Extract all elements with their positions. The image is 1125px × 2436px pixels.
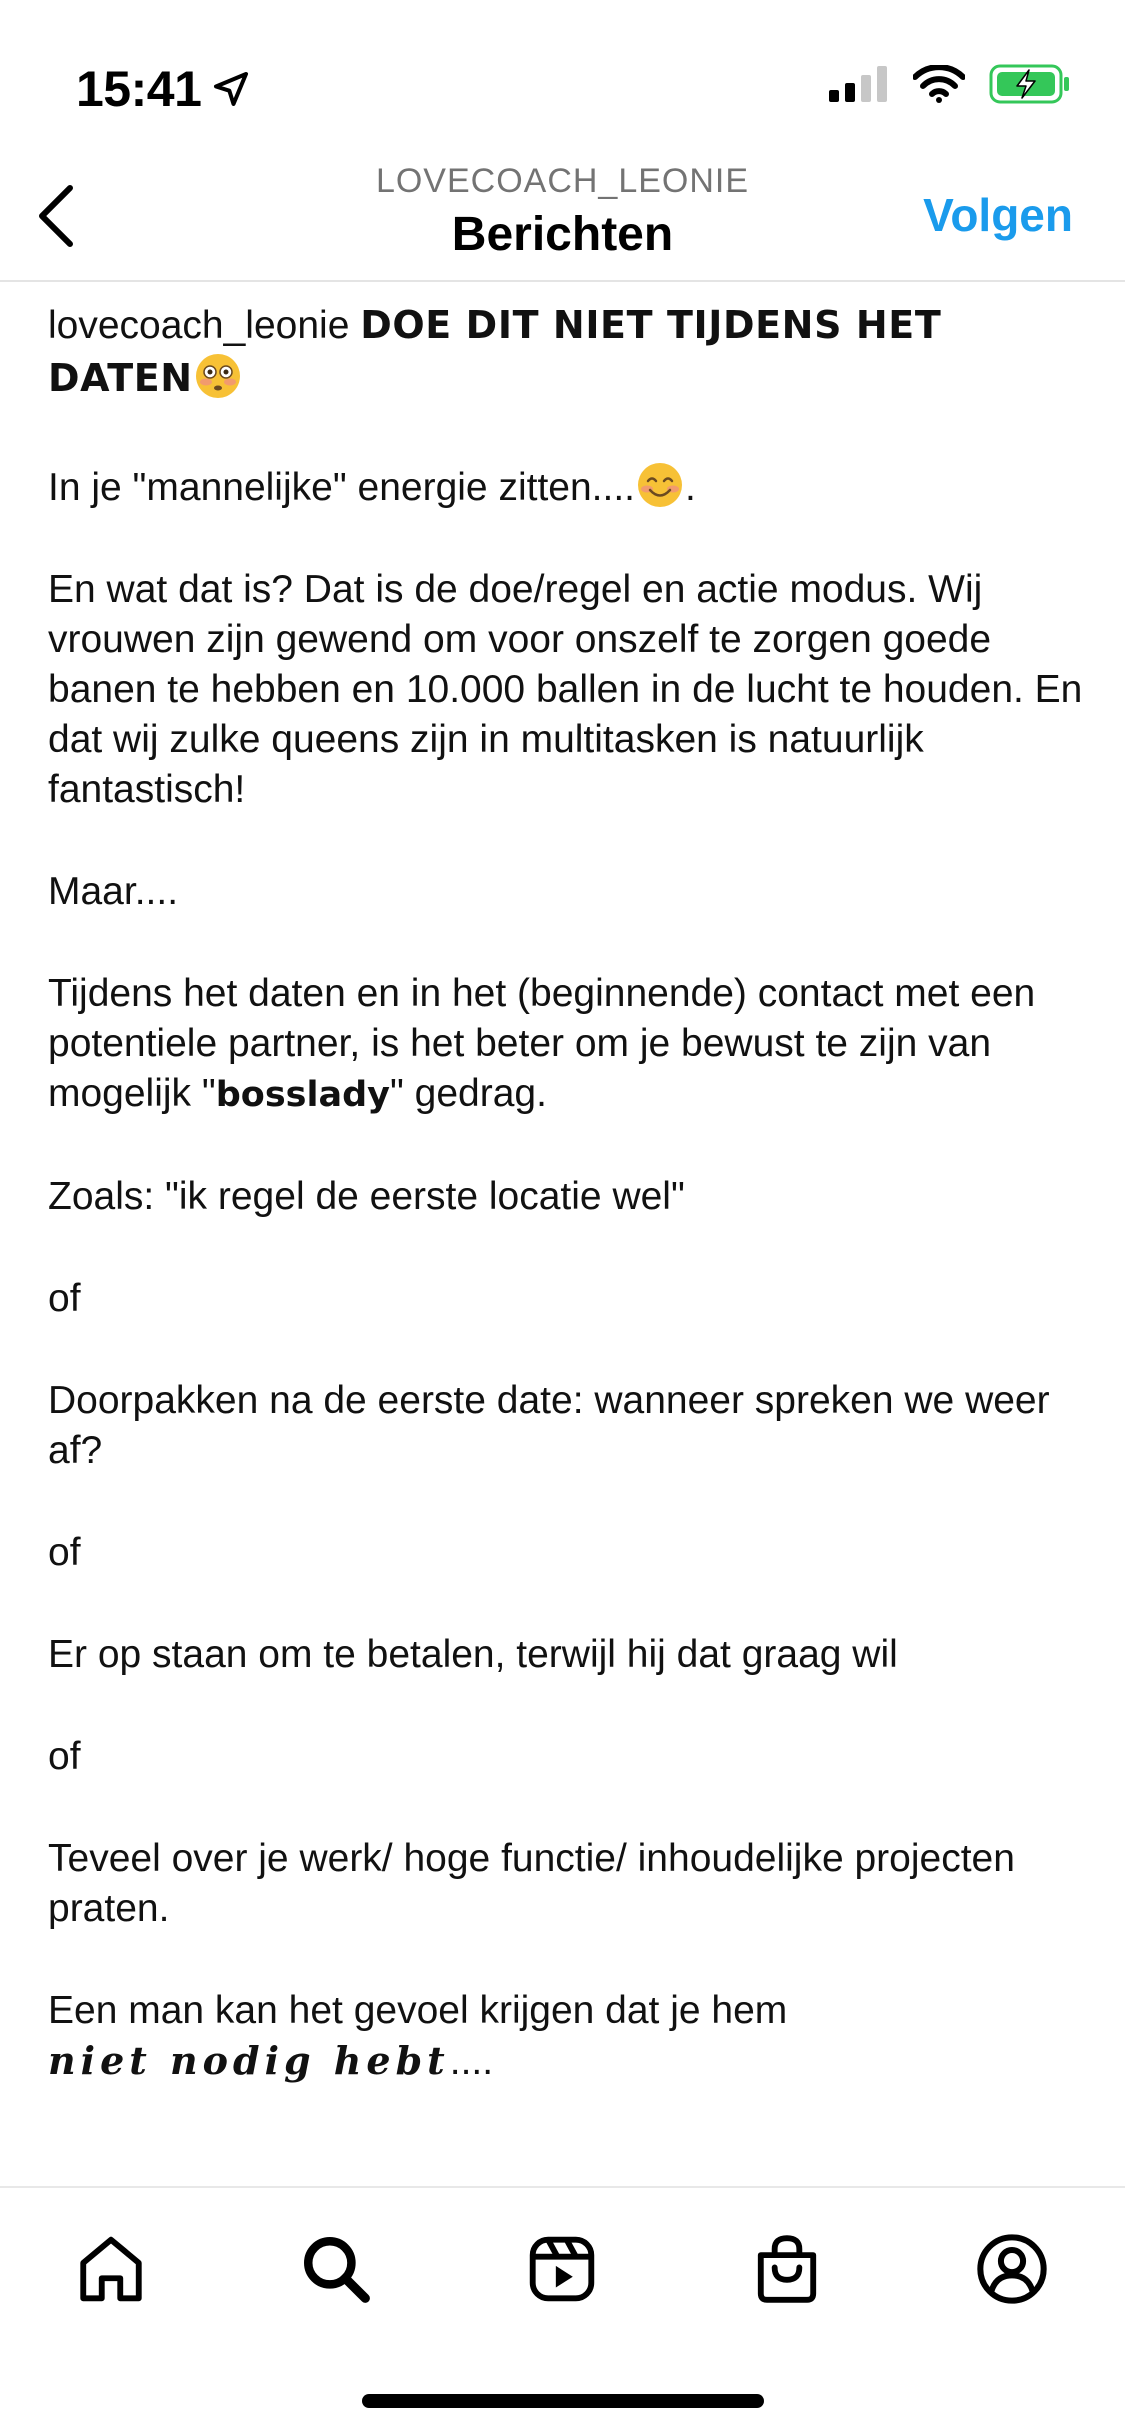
page-title: Berichten: [451, 208, 674, 261]
caption-headline: [48, 300, 1088, 404]
profile-icon: [974, 2231, 1050, 2307]
tab-search[interactable]: [291, 2224, 381, 2314]
script-text: niet nodig hebt: [48, 2038, 450, 2083]
caption-title: DOE DIT NIET TIJDENS HET DATEN: [48, 303, 942, 400]
caption-of-3: of: [48, 1735, 81, 1778]
location-arrow-icon: [211, 69, 251, 109]
bosslady-word: bosslady: [215, 1075, 390, 1115]
flushed-face-emoji-icon: [193, 351, 243, 401]
caption-paragraph-5: Zoals: "ik regel de eerste locatie wel": [48, 1175, 685, 1218]
tab-reels[interactable]: [517, 2224, 607, 2314]
caption-paragraph-10: [48, 2036, 1088, 2087]
post-caption: [48, 300, 1088, 2087]
status-bar: [0, 0, 1125, 150]
header-username: LOVECOACH_LEONIE: [375, 162, 750, 200]
paragraph-text: " gedrag.: [389, 1072, 547, 1115]
reels-icon: [525, 2232, 599, 2306]
smiling-face-emoji-icon: [635, 460, 685, 510]
caption-username[interactable]: lovecoach_leonie: [48, 304, 350, 347]
status-time: [76, 60, 251, 118]
paragraph-text: ....: [449, 2040, 494, 2083]
signal-icon: [829, 66, 889, 102]
caption-paragraph-2: En wat dat is? Dat is de doe/regel en actie modus. Wij vrouwen zijn gewend om voor onszelf te zorgen goede banen te hebben en 10.000 ballen in de lucht te houden. En dat wij zulke queens zijn in multitasken is natuurlijk fantastisch!: [48, 568, 1083, 811]
home-icon: [74, 2232, 148, 2306]
caption-paragraph-7: Er op staan om te betalen, terwijl hij dat graag wil: [48, 1633, 898, 1676]
time-text: 15:41: [76, 61, 202, 117]
caption-paragraph-6: Doorpakken na de eerste date: wanneer spreken we weer af?: [48, 1379, 1050, 1472]
battery-charging-icon: [989, 64, 1071, 104]
shop-icon: [750, 2232, 824, 2306]
caption-paragraph-1: In je "mannelijke" energie zitten.... .: [48, 460, 1088, 513]
search-icon: [299, 2232, 373, 2306]
status-icons: [829, 64, 1071, 104]
home-indicator[interactable]: [362, 2394, 764, 2408]
wifi-icon: [913, 65, 965, 103]
caption-of-1: of: [48, 1277, 81, 1320]
paragraph-text: In je "mannelijke" energie zitten....: [48, 466, 635, 509]
tab-shop[interactable]: [742, 2224, 832, 2314]
caption-paragraph-4: [48, 969, 1088, 1120]
nav-header: [0, 150, 1125, 282]
tab-profile[interactable]: [967, 2224, 1057, 2314]
caption-paragraph-3: Maar....: [48, 870, 179, 913]
caption-of-2: of: [48, 1531, 81, 1574]
paragraph-text: Tijdens het daten en in het (beginnende) contact met een potentiele partner, is het beter om je bewust te zijn van mogelijk ": [48, 972, 1036, 1115]
tab-home[interactable]: [66, 2224, 156, 2314]
caption-paragraph-9: Een man kan het gevoel krijgen dat je hem: [48, 1989, 788, 2032]
caption-paragraph-8: Teveel over je werk/ hoge functie/ inhoudelijke projecten praten.: [48, 1837, 1015, 1930]
follow-button[interactable]: Volgen: [923, 189, 1073, 241]
